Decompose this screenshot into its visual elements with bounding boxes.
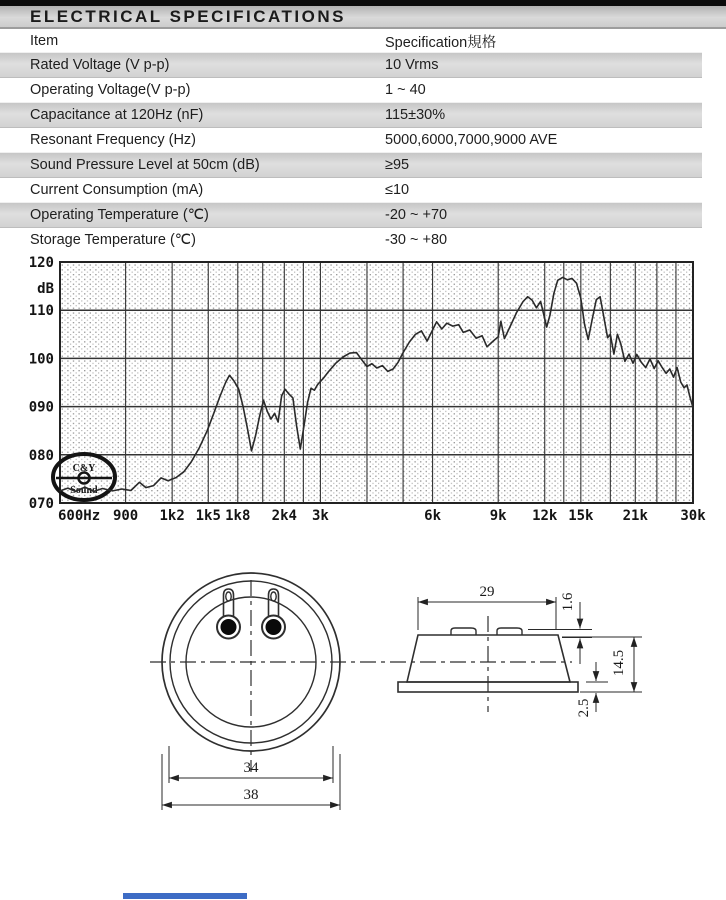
spec-cell: -30 ~ +80 bbox=[385, 232, 448, 248]
spec-cell: 1 ~ 40 bbox=[385, 82, 426, 98]
page-title: ELECTRICAL SPECIFICATIONS bbox=[30, 6, 346, 26]
x-axis-tick-label: 6k bbox=[424, 508, 442, 524]
side-view bbox=[398, 584, 642, 717]
x-axis-tick-label: 600Hz bbox=[58, 508, 101, 524]
item-cell: Current Consumption (mA) bbox=[30, 182, 204, 198]
x-axis-tick-label: 2k4 bbox=[271, 508, 297, 524]
spec-cell: ≥95 bbox=[385, 157, 410, 173]
y-axis-tick-label: 070 bbox=[28, 496, 54, 512]
footer-accent-bar bbox=[123, 893, 247, 899]
pin-eyelet bbox=[226, 592, 231, 601]
x-axis-tick-label: 1k8 bbox=[225, 508, 251, 524]
pin-bump bbox=[497, 628, 522, 635]
x-axis-tick-label: 9k bbox=[489, 508, 507, 524]
table-row bbox=[0, 152, 702, 178]
spec-cell: 115±30% bbox=[385, 107, 446, 123]
x-axis-tick-label: 12k bbox=[532, 508, 558, 524]
dim-label-14-5: 14.5 bbox=[611, 649, 627, 677]
spec-cell: 5000,6000,7000,9000 AVE bbox=[385, 132, 558, 148]
terminal-dot bbox=[266, 619, 282, 635]
y-axis-tick-label: 100 bbox=[28, 351, 54, 368]
x-axis-tick-label: 15k bbox=[568, 508, 594, 524]
chart-x-axis-labels bbox=[58, 508, 706, 524]
spec-cell: -20 ~ +70 bbox=[385, 207, 448, 223]
spec-table bbox=[0, 30, 726, 252]
dim-label-1-6: 1.6 bbox=[560, 592, 576, 612]
header-item-cell: Item bbox=[30, 33, 59, 49]
stamp-text-2: Sound bbox=[70, 485, 98, 496]
spec-cell: ≤10 bbox=[385, 182, 410, 198]
table-row bbox=[0, 228, 702, 252]
x-axis-tick-label: 3k bbox=[311, 508, 329, 524]
item-cell: Resonant Frequency (Hz) bbox=[30, 132, 197, 148]
stamp-text-1: C&Y bbox=[72, 463, 96, 474]
dim-label-34: 34 bbox=[243, 760, 259, 776]
y-axis-tick-label: 120 bbox=[28, 255, 54, 271]
x-axis-tick-label: 21k bbox=[622, 508, 648, 524]
item-cell: Operating Voltage(V p-p) bbox=[30, 82, 191, 98]
spec-cell: 10 Vrms bbox=[385, 57, 439, 73]
table-row bbox=[0, 52, 702, 78]
dim-label-2-5: 2.5 bbox=[576, 698, 592, 718]
dim-label-38: 38 bbox=[243, 787, 259, 803]
item-cell: Capacitance at 120Hz (nF) bbox=[30, 107, 204, 123]
y-axis-tick-label: 110 bbox=[28, 303, 54, 320]
table-header-row bbox=[0, 30, 702, 52]
x-axis-tick-label: 1k5 bbox=[195, 508, 221, 524]
y-axis-tick-label: 090 bbox=[28, 399, 54, 416]
x-axis-tick-label: 30k bbox=[680, 508, 706, 524]
item-cell: Sound Pressure Level at 50cm (dB) bbox=[30, 157, 260, 173]
chart-y-axis-labels bbox=[29, 255, 54, 512]
mech-drawing bbox=[0, 550, 726, 850]
table-row bbox=[0, 102, 702, 128]
x-axis-tick-label: 900 bbox=[112, 508, 139, 524]
y-axis-tick-label: dB bbox=[37, 281, 54, 298]
item-cell: Storage Temperature (℃) bbox=[30, 232, 196, 248]
table-row bbox=[0, 128, 702, 152]
title-band bbox=[0, 6, 726, 29]
table-row bbox=[0, 78, 702, 102]
item-cell: Rated Voltage (V p-p) bbox=[30, 57, 170, 73]
freq-response-chart bbox=[0, 250, 726, 540]
y-axis-tick-label: 080 bbox=[28, 447, 54, 464]
item-cell: Operating Temperature (℃) bbox=[30, 207, 209, 223]
pin-bump bbox=[451, 628, 476, 635]
table-row bbox=[0, 202, 702, 228]
header-spec-cell: Specification規格 bbox=[385, 34, 497, 51]
x-axis-tick-label: 1k2 bbox=[159, 508, 185, 524]
terminal-dot bbox=[221, 619, 237, 635]
dim-label-29: 29 bbox=[479, 584, 495, 600]
pin-eyelet bbox=[271, 592, 276, 601]
table-row bbox=[0, 178, 702, 202]
